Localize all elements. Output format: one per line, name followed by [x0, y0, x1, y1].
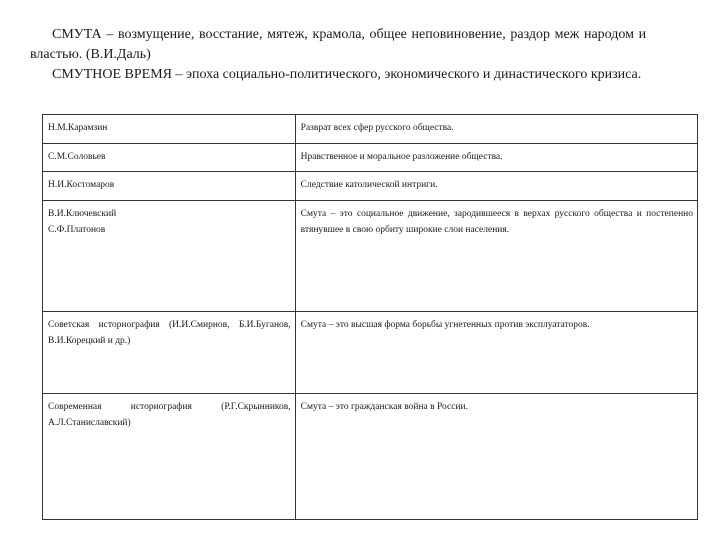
view-cell — [295, 201, 697, 312]
smuta-time-definition — [30, 65, 682, 85]
author-cell — [43, 144, 296, 172]
author-line: Советская историография (И.И.Смирнов, Б.И.Буганов, В.И.Корецкий и др.) — [48, 320, 291, 346]
smuta-term: СМУТА — [52, 27, 102, 42]
author-line: Современная историография (Р.Г.Скрынников, А.Л.Станиславский) — [48, 402, 291, 428]
view-line: Смута – это высшая форма борьбы угнетенных против эксплуататоров. — [300, 320, 590, 330]
author-line: Н.И.Костомаров — [48, 180, 115, 190]
view-cell — [295, 172, 697, 201]
table-row — [43, 201, 698, 312]
view-cell — [295, 312, 697, 394]
table-row — [43, 394, 698, 520]
view-cell — [295, 394, 697, 520]
view-cell — [295, 144, 697, 172]
view-line: Смута – это социальное движение, зародившееся в верхах русского общества и постепенно втянувшее в свою орбиту широкие слои населения. — [300, 209, 693, 235]
smuta-definition — [30, 25, 682, 65]
author-cell — [43, 172, 296, 201]
view-line: Разврат всех сфер русского общества. — [300, 123, 454, 133]
author-line: С.М.Соловьев — [48, 152, 106, 162]
historians-views-table — [42, 114, 698, 520]
smuta-time-text: – эпоха социально-политического, экономического и династического кризиса. — [175, 67, 642, 82]
author-line: С.Ф.Платонов — [48, 225, 106, 235]
author-line: В.И.Ключевский — [48, 209, 117, 219]
author-line: Н.М.Карамзин — [48, 123, 108, 133]
view-line: Смута – это гражданская война в России. — [300, 402, 468, 412]
author-cell — [43, 394, 296, 520]
table-row — [43, 115, 698, 144]
author-cell — [43, 201, 296, 312]
smuta-source: (В.И.Даль) — [85, 47, 151, 62]
view-line: Следствие католической интриги. — [300, 180, 438, 190]
smuta-time-term: СМУТНОЕ ВРЕМЯ — [52, 67, 172, 82]
table-row — [43, 144, 698, 172]
author-cell — [43, 312, 296, 394]
definitions-block — [30, 25, 682, 85]
table-row — [43, 172, 698, 201]
table-row — [43, 312, 698, 394]
smuta-definition-text-1: – возмущение, восстание, мятеж, крамола, общее неповиновение, раздор меж народом и — [106, 27, 647, 42]
smuta-definition-text-2: властью. — [30, 47, 83, 62]
view-line: Нравственное и моральное разложение общества. — [300, 152, 503, 162]
view-cell — [295, 115, 697, 144]
author-cell — [43, 115, 296, 144]
